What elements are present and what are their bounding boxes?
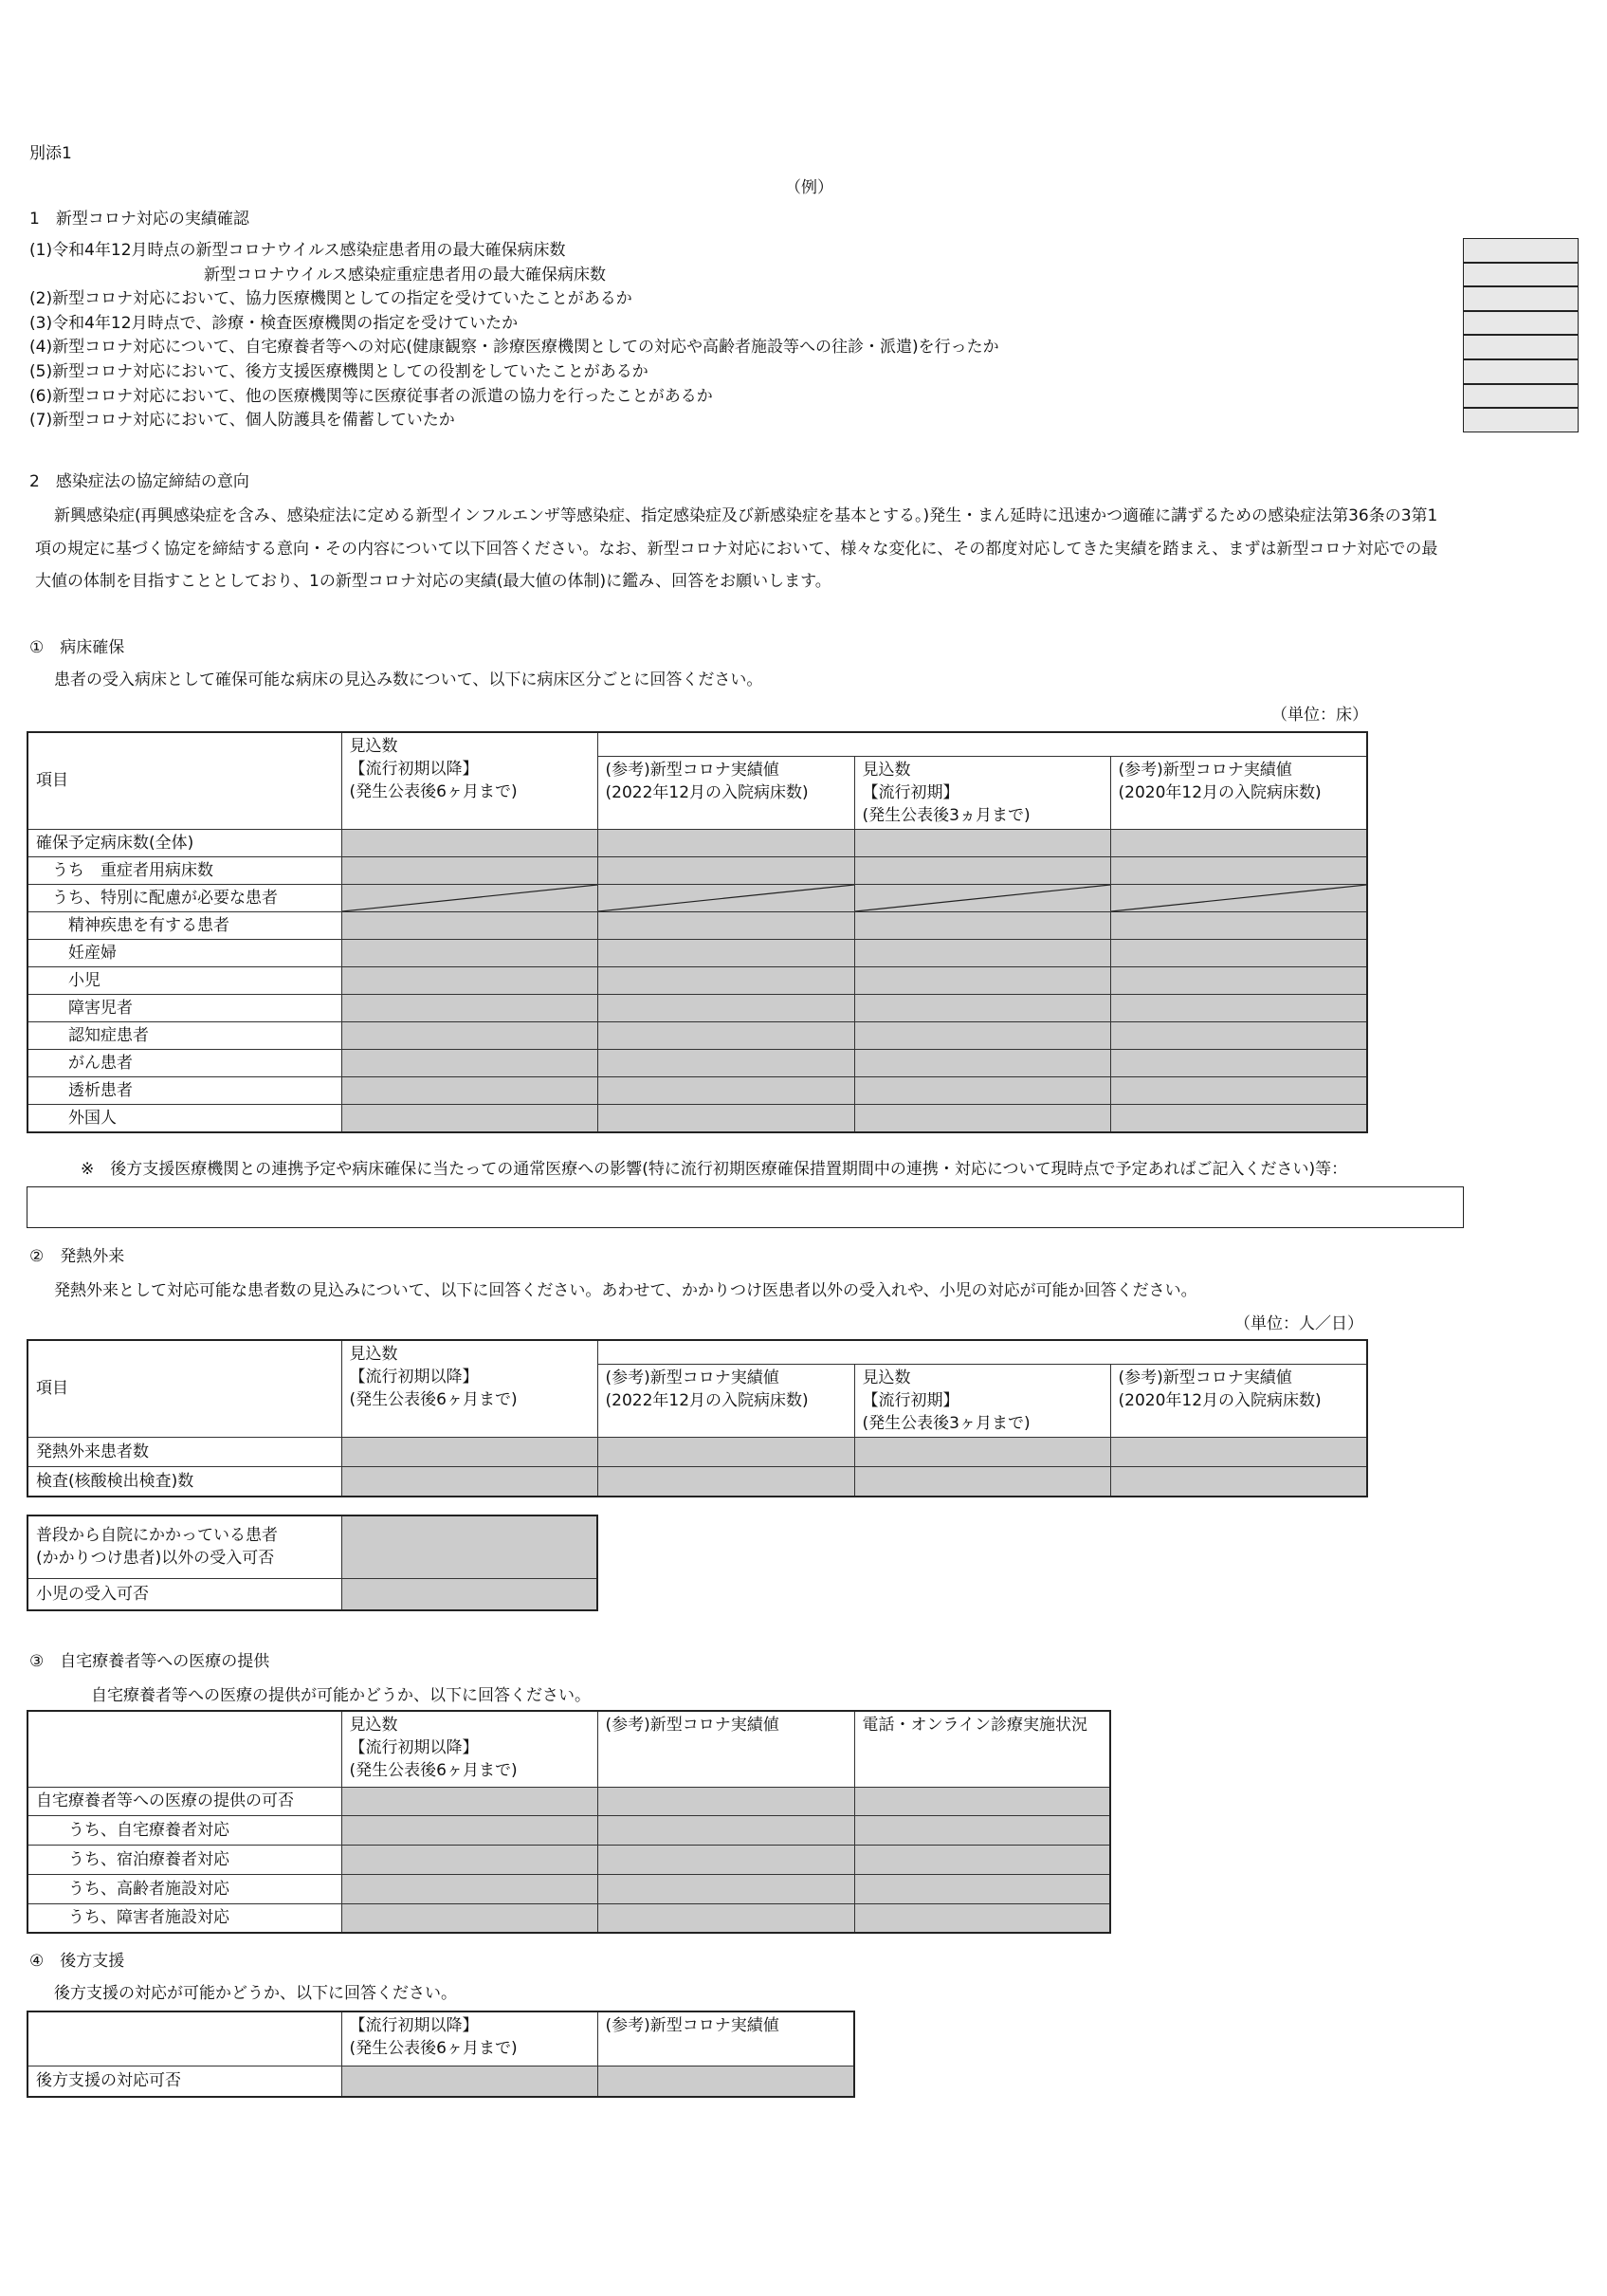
input-cell[interactable] — [341, 829, 597, 856]
beds-note: ※ 後方支援医療機関との連携予定や病床確保に当たっての通常医療への影響(特に流行初期医療確保措置期間中の連携・対応について現時点で予定あればご記入ください)等： — [81, 1160, 1348, 1179]
input-cell[interactable] — [597, 1846, 854, 1875]
input-cell[interactable] — [1110, 1076, 1367, 1104]
diagonal-slash — [342, 885, 597, 911]
input-cell[interactable] — [341, 966, 597, 994]
row-label: 透析患者 — [27, 1076, 341, 1104]
input-cell[interactable] — [597, 856, 854, 884]
input-cell[interactable] — [597, 966, 854, 994]
home-title: ③ 自宅療養者等への医療の提供 — [29, 1652, 270, 1671]
input-cell[interactable] — [597, 1874, 854, 1903]
input-cell[interactable] — [597, 1467, 854, 1497]
column-header: (参考)新型コロナ実績値 (2020年12月の入院病床数) — [1110, 756, 1367, 829]
input-cell[interactable] — [597, 1437, 854, 1467]
input-cell[interactable] — [854, 939, 1110, 966]
input-cell[interactable] — [341, 1846, 597, 1875]
home-subtitle: 自宅療養者等への医療の提供が可能かどうか、以下に回答ください。 — [91, 1686, 591, 1705]
backup-table — [27, 2011, 855, 2098]
input-cell[interactable] — [341, 1437, 597, 1467]
row-label: うち 重症者用病床数 — [27, 856, 341, 884]
column-header: (参考)新型コロナ実績値 (2020年12月の入院病床数) — [1110, 1364, 1367, 1437]
row-label: うち、高齢者施設対応 — [27, 1874, 341, 1903]
input-cell[interactable] — [597, 911, 854, 939]
input-cell[interactable] — [341, 911, 597, 939]
input-cell[interactable] — [597, 1076, 854, 1104]
input-cell[interactable] — [1110, 829, 1367, 856]
input-cell[interactable] — [854, 1076, 1110, 1104]
input-cell[interactable] — [854, 1816, 1110, 1846]
row-label: 普段から自院にかかっている患者 (かかりつけ患者)以外の受入可否 — [27, 1515, 341, 1578]
input-cell[interactable] — [341, 939, 597, 966]
fever-subtitle: 発熱外来として対応可能な患者数の見込みについて、以下に回答ください。あわせて、かかりつけ医患者以外の受入れや、小児の対応が可能か回答ください。 — [54, 1281, 1197, 1300]
header-group-cell — [597, 1340, 1367, 1364]
input-cell[interactable] — [597, 1104, 854, 1132]
row-label: 妊産婦 — [27, 939, 341, 966]
section1-item: (3)令和4年12月時点で、診療・検査医療機関の指定を受けていたか — [29, 313, 519, 333]
column-header: 見込数 【流行初期以降】 (発生公表後6ヶ月まで) — [341, 1711, 597, 1787]
input-cell[interactable] — [1110, 939, 1367, 966]
section1-item: (7)新型コロナ対応において、個人防護具を備蓄していたか — [29, 411, 455, 431]
home-care-table — [27, 1710, 1111, 1934]
input-cell[interactable] — [854, 829, 1110, 856]
column-header: 項目 — [27, 732, 341, 829]
input-cell[interactable] — [597, 1787, 854, 1816]
row-label: 精神疾患を有する患者 — [27, 911, 341, 939]
row-label: 自宅療養者等への医療の提供の可否 — [27, 1787, 341, 1816]
section1-answer-box[interactable] — [1463, 408, 1579, 432]
column-header: 電話・オンライン診療実施状況 — [854, 1711, 1110, 1787]
row-label: 小児の受入可否 — [27, 1578, 341, 1610]
section1-item: (2)新型コロナ対応において、協力医療機関としての指定を受けていたことがあるか — [29, 289, 632, 309]
input-cell[interactable] — [1110, 994, 1367, 1021]
column-header — [27, 2011, 341, 2066]
row-label: うち、特別に配慮が必要な患者 — [27, 884, 341, 911]
column-header: 項目 — [27, 1340, 341, 1437]
row-label: 検査(核酸検出検査)数 — [27, 1467, 341, 1497]
section1-item: (5)新型コロナ対応において、後方支援医療機関としての役割をしていたことがあるか — [29, 362, 648, 381]
input-cell[interactable] — [597, 1903, 854, 1933]
column-header: (参考)新型コロナ実績値 — [597, 2011, 854, 2066]
section1-answer-box[interactable] — [1463, 359, 1579, 384]
section1-answer-box[interactable] — [1463, 335, 1579, 359]
input-cell[interactable] — [854, 884, 1110, 911]
column-header — [27, 1711, 341, 1787]
row-label: 確保予定病床数(全体) — [27, 829, 341, 856]
row-label: うち、自宅療養者対応 — [27, 1816, 341, 1846]
input-cell[interactable] — [341, 1903, 597, 1933]
input-cell[interactable] — [1110, 1437, 1367, 1467]
input-cell[interactable] — [341, 2066, 597, 2097]
input-cell[interactable] — [597, 939, 854, 966]
section1-item: (4)新型コロナ対応について、自宅療養者等への対応(健康観察・診療医療機関としての対応や高齢者施設等への往診・派遣)を行ったか — [29, 338, 999, 358]
input-cell[interactable] — [597, 1021, 854, 1049]
column-header: 見込数 【流行初期】 (発生公表後3ヵ月まで) — [854, 756, 1110, 829]
section1-item: 新型コロナウイルス感染症重症患者用の最大確保病床数 — [204, 265, 606, 285]
row-label: 発熱外来患者数 — [27, 1437, 341, 1467]
beds-unit: （単位：床） — [1271, 706, 1368, 725]
input-cell[interactable] — [341, 1076, 597, 1104]
row-label: うち、障害者施設対応 — [27, 1903, 341, 1933]
section2-paragraph-line: 項の規定に基づく協定を締結する意向・その内容について以下回答ください。なお、新型コロナ対応において、様々な変化に、その都度対応してきた実績を踏まえ、まずは新型コロナ対応での最 — [35, 540, 1438, 559]
column-header: (参考)新型コロナ実績値 (2022年12月の入院病床数) — [597, 1364, 854, 1437]
beds-title: ① 病床確保 — [29, 638, 125, 657]
notes-input-box[interactable] — [27, 1186, 1464, 1228]
input-cell[interactable] — [341, 1816, 597, 1846]
input-cell[interactable] — [341, 994, 597, 1021]
input-cell[interactable] — [1110, 911, 1367, 939]
input-cell[interactable] — [597, 884, 854, 911]
column-header: 見込数 【流行初期】 (発生公表後3ヶ月まで) — [854, 1364, 1110, 1437]
section1-answer-box[interactable] — [1463, 384, 1579, 409]
section1-item: (6)新型コロナ対応において、他の医療機関等に医療従事者の派遣の協力を行ったことがあるか — [29, 386, 713, 406]
input-cell[interactable] — [854, 911, 1110, 939]
input-cell[interactable] — [854, 1787, 1110, 1816]
section1-title: 1 新型コロナ対応の実績確認 — [29, 210, 249, 229]
input-cell[interactable] — [341, 1787, 597, 1816]
input-cell[interactable] — [597, 1049, 854, 1076]
input-cell[interactable] — [854, 856, 1110, 884]
column-header: 見込数 【流行初期以降】 (発生公表後6ヶ月まで) — [341, 732, 597, 829]
section2-title: 2 感染症法の協定締結の意向 — [29, 472, 249, 491]
backup-subtitle: 後方支援の対応が可能かどうか、以下に回答ください。 — [54, 1984, 457, 2003]
input-cell[interactable] — [597, 829, 854, 856]
input-cell[interactable] — [341, 1049, 597, 1076]
section1-answer-box[interactable] — [1463, 238, 1579, 263]
input-cell[interactable] — [854, 1437, 1110, 1467]
input-cell[interactable] — [854, 966, 1110, 994]
section1-answer-box[interactable] — [1463, 286, 1579, 311]
input-cell[interactable] — [854, 1903, 1110, 1933]
input-cell[interactable] — [1110, 966, 1367, 994]
section2-paragraph-line: 新興感染症(再興感染症を含み、感染症法に定める新型インフルエンザ等感染症、指定感染症及び新感染症を基本とする。)発生・まん延時に迅速かつ適確に講ずるための感染症法第36条の3第1 — [54, 506, 1438, 525]
section1-answer-box[interactable] — [1463, 311, 1579, 336]
input-cell[interactable] — [854, 994, 1110, 1021]
section2-paragraph-line: 大値の体制を目指すこととしており、1の新型コロナ対応の実績(最大値の体制)に鑑み、回答をお願いします。 — [35, 572, 831, 591]
fever-title: ② 発熱外来 — [29, 1247, 125, 1266]
input-cell[interactable] — [597, 994, 854, 1021]
input-cell[interactable] — [854, 1021, 1110, 1049]
fever-table — [27, 1339, 1368, 1497]
annex-label: 別添1 — [29, 144, 72, 163]
input-cell[interactable] — [341, 1467, 597, 1497]
row-label: 小児 — [27, 966, 341, 994]
input-cell[interactable] — [341, 1021, 597, 1049]
input-cell[interactable] — [597, 1816, 854, 1846]
input-cell[interactable] — [1110, 1049, 1367, 1076]
input-cell[interactable] — [854, 1874, 1110, 1903]
input-cell[interactable] — [597, 2066, 854, 2097]
beds-table — [27, 731, 1368, 1133]
column-header: 【流行初期以降】 (発生公表後6ヶ月まで) — [341, 2011, 597, 2066]
row-label: 外国人 — [27, 1104, 341, 1132]
input-cell[interactable] — [1110, 856, 1367, 884]
example-label: （例） — [785, 178, 833, 197]
input-cell[interactable] — [854, 1104, 1110, 1132]
input-cell[interactable] — [854, 1846, 1110, 1875]
column-header: (参考)新型コロナ実績値 — [597, 1711, 854, 1787]
row-label: がん患者 — [27, 1049, 341, 1076]
column-header: (参考)新型コロナ実績値 (2022年12月の入院病床数) — [597, 756, 854, 829]
row-label: 後方支援の対応可否 — [27, 2066, 341, 2097]
input-cell[interactable] — [1110, 1104, 1367, 1132]
diagonal-slash — [1111, 885, 1367, 911]
fever-unit: （単位：人／日） — [1234, 1314, 1363, 1333]
fever-acceptance-table — [27, 1515, 598, 1611]
input-cell[interactable] — [341, 856, 597, 884]
diagonal-slash — [855, 885, 1110, 911]
row-label: うち、宿泊療養者対応 — [27, 1846, 341, 1875]
section1-item: (1)令和4年12月時点の新型コロナウイルス感染症患者用の最大確保病床数 — [29, 241, 566, 260]
input-cell[interactable] — [341, 884, 597, 911]
backup-title: ④ 後方支援 — [29, 1952, 125, 1971]
input-cell[interactable] — [341, 1874, 597, 1903]
diagonal-slash — [598, 885, 854, 911]
section1-answer-box[interactable] — [1463, 263, 1579, 287]
input-cell[interactable] — [1110, 884, 1367, 911]
input-cell[interactable] — [1110, 1467, 1367, 1497]
input-cell[interactable] — [1110, 1021, 1367, 1049]
column-header: 見込数 【流行初期以降】 (発生公表後6ヶ月まで) — [341, 1340, 597, 1437]
input-cell[interactable] — [341, 1104, 597, 1132]
row-label: 認知症患者 — [27, 1021, 341, 1049]
input-cell[interactable] — [854, 1467, 1110, 1497]
input-cell[interactable] — [341, 1578, 597, 1610]
input-cell[interactable] — [854, 1049, 1110, 1076]
row-label: 障害児者 — [27, 994, 341, 1021]
header-group-cell — [597, 732, 1367, 756]
input-cell[interactable] — [341, 1515, 597, 1578]
beds-subtitle: 患者の受入病床として確保可能な病床の見込み数について、以下に病床区分ごとに回答ください。 — [54, 670, 763, 689]
